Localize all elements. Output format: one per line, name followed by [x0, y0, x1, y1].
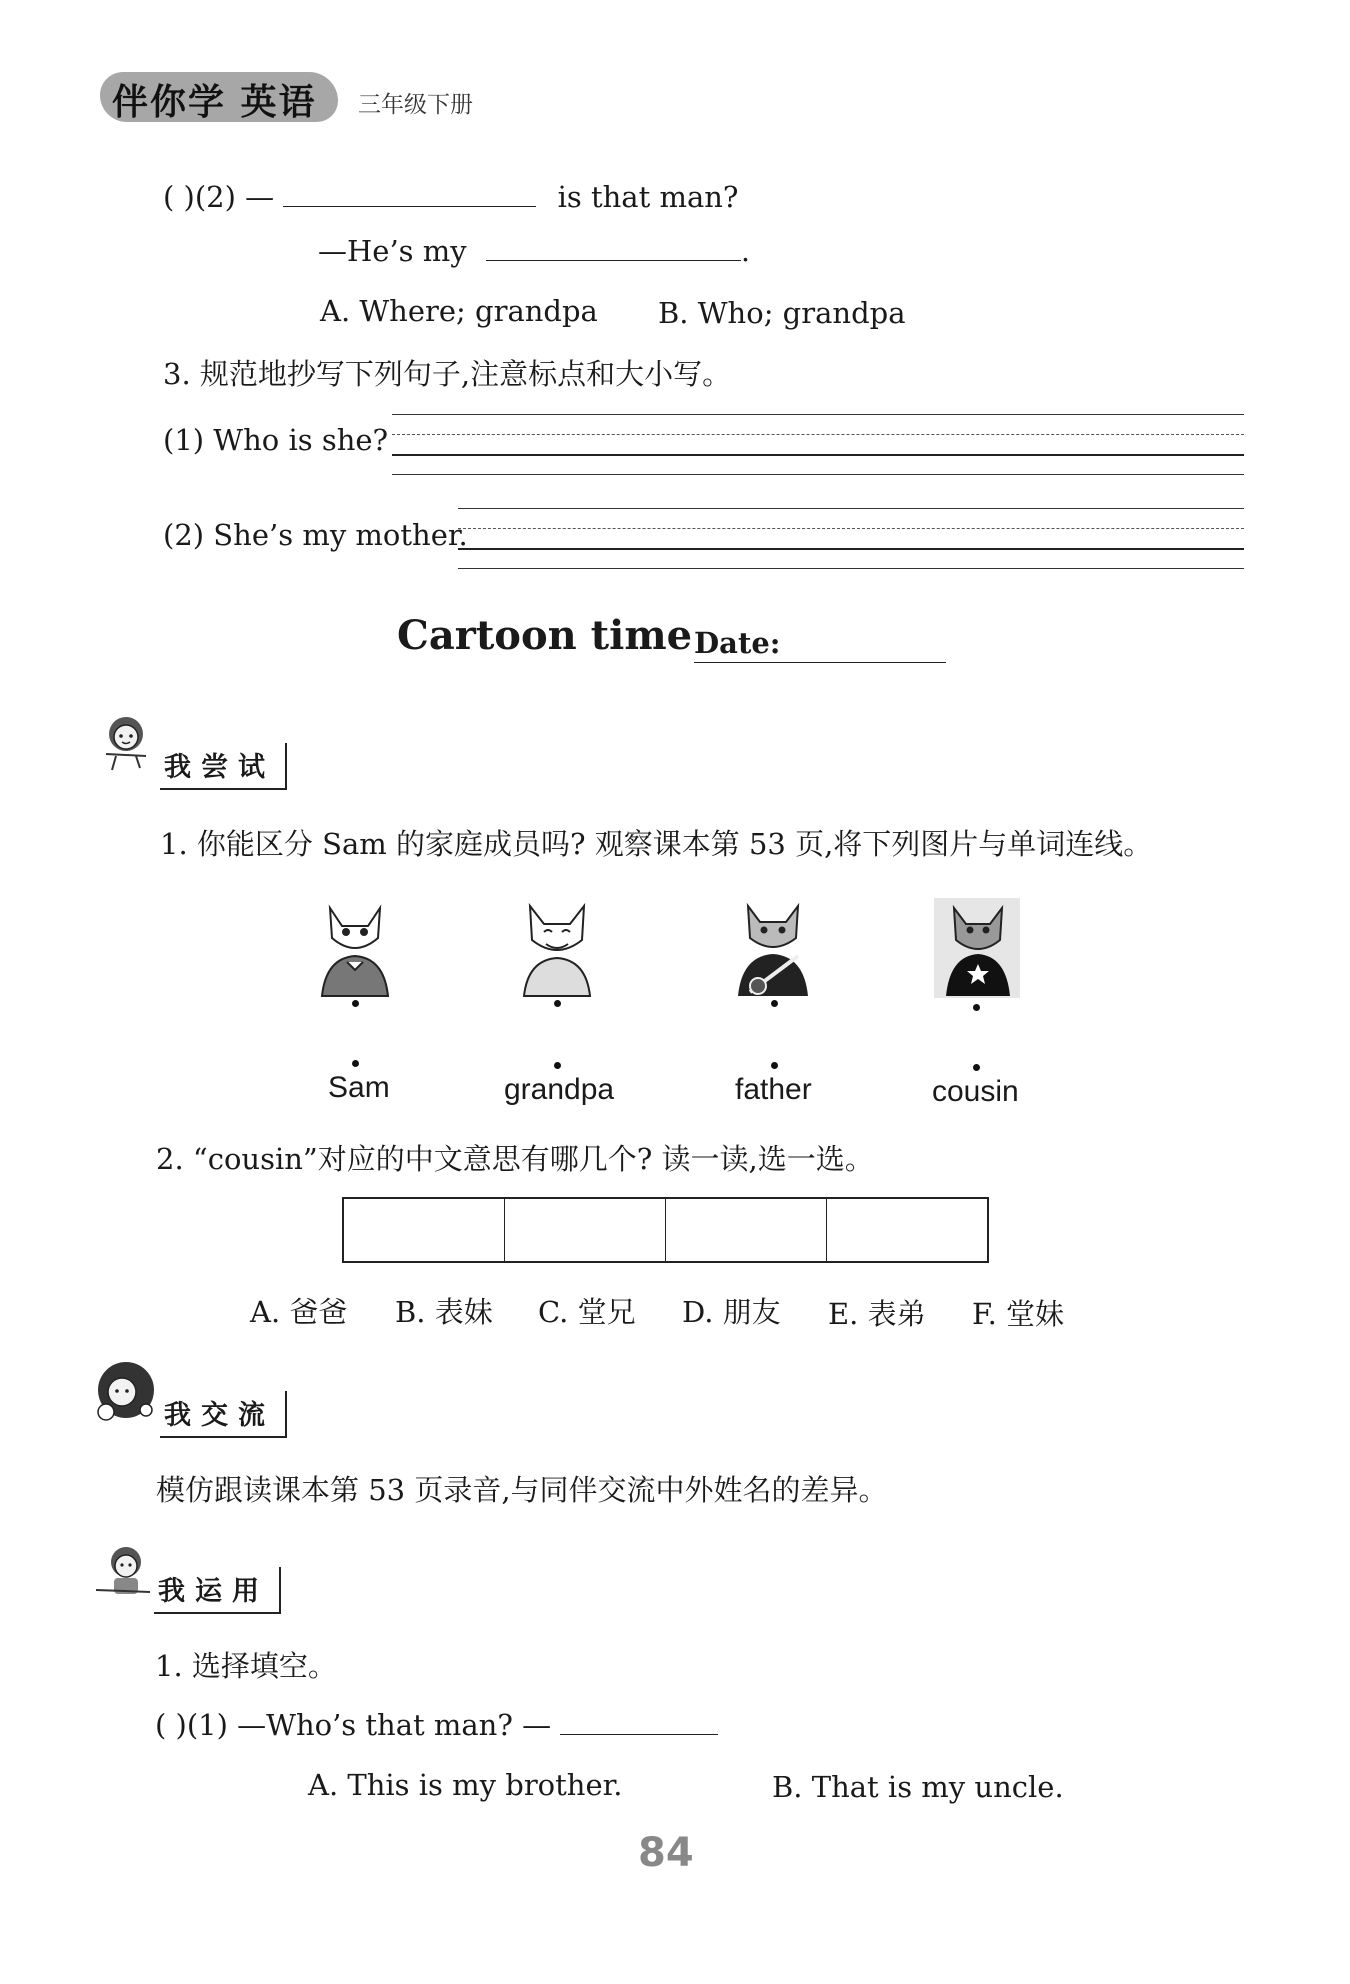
item2-paren: ( )(2) —	[163, 180, 275, 214]
match-dot-picture-1[interactable]	[352, 1000, 359, 1007]
option-e: E. 表弟	[828, 1297, 926, 1331]
cat-cousin-icon	[934, 898, 1020, 998]
item2-option-a: A. Where; grandpa	[320, 294, 598, 328]
q3-writing-lines-1[interactable]	[392, 412, 1244, 476]
q3-title: 3. 规范地抄写下列句子,注意标点和大小写。	[163, 357, 732, 391]
book-subtitle: 三年级下册	[358, 92, 473, 118]
use-item1	[155, 1708, 718, 1742]
answer-box-4[interactable]	[827, 1199, 987, 1261]
item2-answer-end: .	[740, 234, 751, 268]
section-use-label: 我运用	[154, 1567, 281, 1614]
q3-sentence-2: (2) She’s my mother.	[163, 518, 468, 552]
item2-blank[interactable]	[283, 206, 536, 207]
item2-answer-blank[interactable]	[486, 260, 741, 261]
cat-father-icon	[730, 898, 816, 998]
word-cousin: cousin	[932, 1075, 1019, 1108]
q3-sentence-1: (1) Who is she?	[163, 423, 389, 457]
q3-writing-lines-2[interactable]	[458, 506, 1244, 570]
girl-mascot-icon	[92, 1540, 154, 1602]
answer-box-1[interactable]	[344, 1199, 505, 1261]
use-item1-option-a: A. This is my brother.	[308, 1768, 623, 1802]
item2-question	[163, 180, 738, 214]
item2-answer-prefix: —He’s my	[318, 234, 467, 268]
match-dot-picture-2[interactable]	[554, 1000, 561, 1007]
match-dot-word-2[interactable]	[554, 1062, 561, 1069]
date-label: Date:	[694, 626, 781, 660]
use-q1: 1. 选择填空。	[155, 1649, 337, 1683]
item2-option-b: B. Who; grandpa	[658, 296, 906, 330]
option-a: A. 爸爸	[250, 1295, 348, 1329]
answer-box-2[interactable]	[505, 1199, 666, 1261]
answer-boxes	[342, 1197, 989, 1263]
option-f: F. 堂妹	[972, 1297, 1065, 1331]
option-d: D. 朋友	[682, 1295, 781, 1329]
word-grandpa: grandpa	[504, 1073, 615, 1106]
date-blank[interactable]	[694, 662, 946, 663]
word-sam: Sam	[328, 1071, 390, 1104]
match-dot-picture-4[interactable]	[973, 1004, 980, 1011]
talk-text: 模仿跟读课本第 53 页录音,与同伴交流中外姓名的差异。	[156, 1473, 888, 1507]
use-item1-blank[interactable]	[560, 1734, 718, 1735]
answer-box-3[interactable]	[666, 1199, 827, 1261]
use-item1-question: ( )(1) —Who’s that man? —	[155, 1708, 552, 1742]
page-number: 84	[638, 1830, 694, 1876]
section-talk-label: 我交流	[160, 1391, 287, 1438]
section-try-label: 我尝试	[160, 743, 287, 790]
try-q1: 1. 你能区分 Sam 的家庭成员吗? 观察课本第 53 页,将下列图片与单词连线。	[160, 827, 1153, 861]
match-dot-word-4[interactable]	[973, 1064, 980, 1071]
cat-sam-icon	[312, 898, 398, 998]
option-c: C. 堂兄	[538, 1295, 636, 1329]
book-title: 伴你学 英语	[112, 82, 317, 123]
cat-grandpa-icon	[514, 898, 600, 998]
item2-tail: is that man?	[557, 180, 739, 214]
option-b: B. 表妹	[395, 1295, 493, 1329]
girl-snowman-mascot-icon	[92, 1360, 160, 1428]
item2-answer	[318, 234, 750, 268]
use-item1-option-b: B. That is my uncle.	[772, 1770, 1064, 1804]
match-dot-picture-3[interactable]	[771, 1000, 778, 1007]
cartoon-title: Cartoon time	[397, 612, 693, 659]
word-father: father	[735, 1073, 812, 1106]
try-q2: 2. “cousin”对应的中文意思有哪几个? 读一读,选一选。	[156, 1142, 874, 1176]
match-dot-word-3[interactable]	[771, 1062, 778, 1069]
girl-mascot-icon	[96, 710, 158, 772]
match-dot-word-1[interactable]	[352, 1060, 359, 1067]
